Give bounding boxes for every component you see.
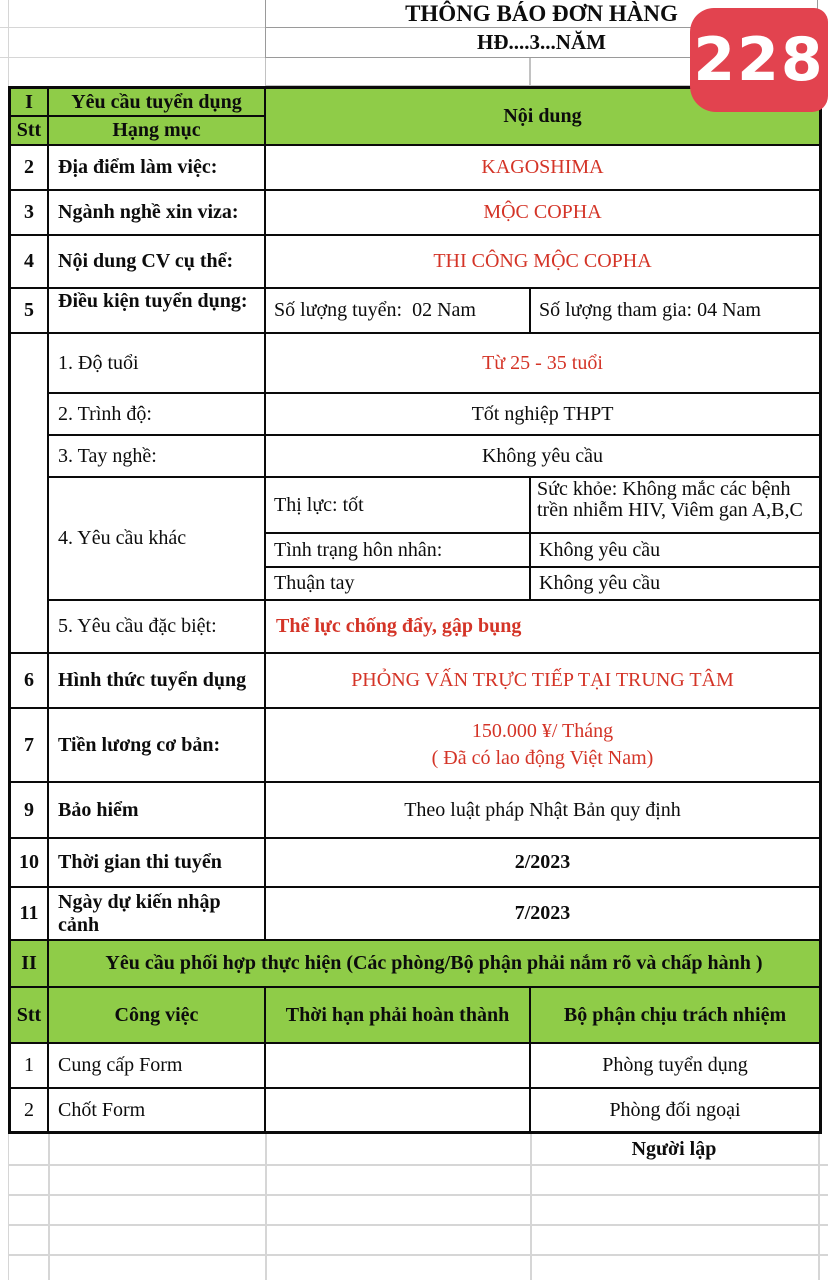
sub-row-label: 3. Tay nghề: (49, 436, 266, 478)
salary-note: ( Đã có lao động Việt Nam) (431, 747, 654, 769)
recruit-quantity: Số lượng tuyển: 02 Nam (266, 289, 531, 334)
sub-row-value: Từ 25 - 35 tuổi (266, 334, 819, 394)
other-requirements (49, 478, 819, 601)
handedness-value: Không yêu cầu (531, 568, 819, 601)
marital-value: Không yêu cầu (531, 534, 819, 568)
grid-line (8, 1134, 9, 1280)
order-table (8, 86, 822, 1134)
grid-line (8, 1224, 828, 1226)
contract-duration: HĐ....3...NĂM (265, 28, 818, 58)
sticker-number-badge: 228 (690, 8, 828, 112)
task-name: Cung cấp Form (49, 1044, 266, 1089)
sub-row-label: 1. Độ tuổi (49, 334, 266, 394)
content-header: Nội dung (266, 89, 819, 146)
section1-index-title: Yêu cầu tuyển dụng (49, 89, 266, 117)
category-header: Hạng mục (49, 117, 266, 146)
health-cell: Sức khỏe: Không mắc các bệnh trền nhiễm HIV, Viêm gan A,B,C (531, 478, 819, 534)
row-label: Ngành nghề xin viza: (49, 191, 266, 236)
row-label: Tiền lương cơ bản: (49, 709, 266, 783)
grid-line (8, 0, 9, 86)
special-req-value: Thể lực chống đẩy, gập bụng (266, 601, 819, 654)
table-row (11, 654, 819, 709)
row-no: 4 (11, 236, 49, 289)
salary-value (266, 709, 819, 783)
task-no: 1 (11, 1044, 49, 1089)
table-row (11, 146, 819, 191)
row-no: 5 (11, 289, 49, 334)
grid-line (0, 57, 265, 58)
grid-line (265, 1134, 267, 1280)
vision-cell: Thị lực: tốt (266, 478, 531, 534)
grid-line (8, 1164, 828, 1166)
grid-line (530, 1134, 532, 1280)
table-row-salary (11, 709, 819, 783)
section2-title-row (11, 941, 819, 988)
other-req-label: 4. Yêu cầu khác (49, 478, 266, 601)
row-label: Điều kiện tuyển dụng: (49, 289, 266, 334)
task-department: Phòng tuyển dụng (531, 1044, 819, 1089)
section2-title: Yêu cầu phối hợp thực hiện (Các phòng/Bộ phận phải nắm rõ và chấp hành ) (49, 941, 819, 988)
section2-header-row (11, 988, 819, 1044)
salary-amount: 150.000 ¥/ Tháng (471, 720, 614, 742)
handedness-label: Thuận tay (266, 568, 531, 601)
grid-line (818, 1134, 820, 1280)
preparer-label: Người lập (631, 1137, 717, 1160)
participate-quantity: Số lượng tham gia: 04 Nam (531, 289, 819, 334)
grid-line (0, 27, 265, 28)
task-row (11, 1089, 819, 1131)
row-label: Thời gian thi tuyển (49, 839, 266, 888)
table-row (11, 839, 819, 888)
department-header: Bộ phận chịu trách nhiệm (531, 988, 819, 1044)
row-value: MỘC COPHA (266, 191, 819, 236)
task-department: Phòng đối ngoại (609, 1098, 741, 1121)
row-label: Ngày dự kiến nhập cảnh (49, 888, 266, 941)
marital-label: Tình trạng hôn nhân: (266, 534, 531, 568)
special-req-label: 5. Yêu cầu đặc biệt: (49, 601, 266, 654)
table-row-conditions (11, 289, 819, 334)
row-no: 9 (11, 783, 49, 839)
row-value: Theo luật pháp Nhật Bản quy định (266, 783, 819, 839)
row-label: Hình thức tuyển dụng (49, 654, 266, 709)
grid-line (48, 1134, 50, 1280)
stt-header-2: Stt (11, 988, 49, 1044)
task-deadline (266, 1044, 531, 1089)
table-row (11, 236, 819, 289)
empty-cell (265, 58, 530, 86)
sub-row-label: 2. Trình độ: (49, 394, 266, 436)
row-label: Địa điểm làm việc: (49, 146, 266, 191)
row-label: Nội dung CV cụ thể: (49, 236, 266, 289)
row-no: 3 (11, 191, 49, 236)
section2-index: II (11, 941, 49, 988)
row-value: THI CÔNG MỘC COPHA (266, 236, 819, 289)
row-value: 2/2023 (266, 839, 819, 888)
sub-requirements-block (11, 334, 819, 654)
row-no: 6 (11, 654, 49, 709)
row-value: KAGOSHIMA (266, 146, 819, 191)
row-no: 10 (11, 839, 49, 888)
merged-empty-cell (11, 334, 49, 654)
sub-row-value: Tốt nghiệp THPT (266, 394, 819, 436)
row-no: 11 (11, 888, 49, 941)
table-row (11, 783, 819, 839)
row-value: PHỎNG VẤN TRỰC TIẾP TẠI TRUNG TÂM (266, 654, 819, 709)
table-row (11, 191, 819, 236)
page-title: THÔNG BÁO ĐƠN HÀNG (265, 0, 818, 28)
table-row (11, 888, 819, 941)
task-header: Công việc (49, 988, 266, 1044)
task-no: 2 (11, 1089, 49, 1131)
task-row (11, 1044, 819, 1089)
task-name: Chốt Form (49, 1089, 266, 1131)
grid-line (8, 1194, 828, 1196)
grid-line (8, 1254, 828, 1256)
row-label: Bảo hiểm (49, 783, 266, 839)
stt-header: Stt (11, 117, 49, 146)
row-value: 7/2023 (266, 888, 819, 941)
task-deadline (266, 1089, 531, 1131)
row-no: 7 (11, 709, 49, 783)
row-no: 2 (11, 146, 49, 191)
section1-index: I (11, 89, 49, 117)
deadline-header: Thời hạn phải hoàn thành (266, 988, 531, 1044)
sub-row-value: Không yêu cầu (266, 436, 819, 478)
